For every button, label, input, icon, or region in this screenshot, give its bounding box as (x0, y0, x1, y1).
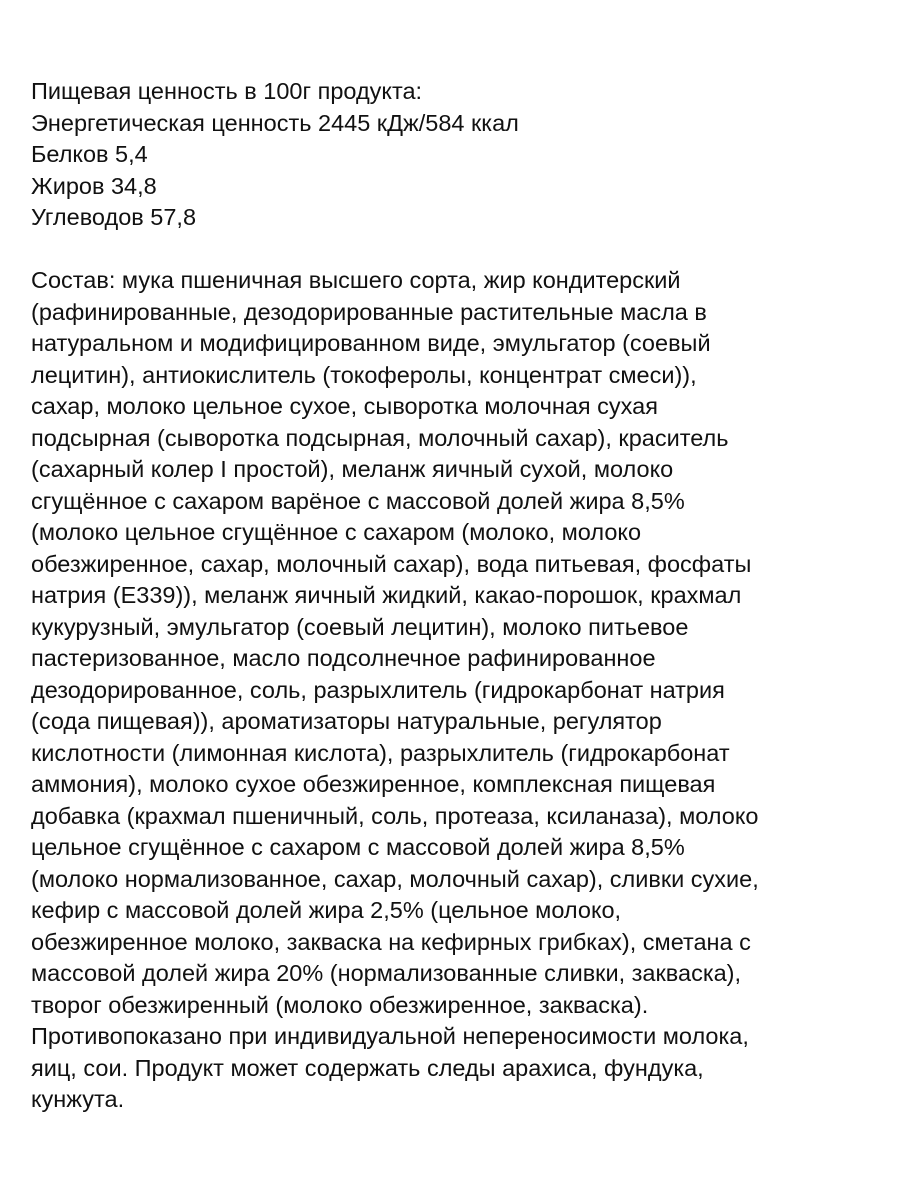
composition-line: Состав: мука пшеничная высшего сорта, жир кондитерский (31, 267, 681, 293)
composition-line: (сахарный колер I простой), меланж яичный сухой, молоко (31, 456, 674, 482)
fat-value: Жиров 34,8 (31, 172, 157, 199)
composition-line: (молоко цельное сгущённое с сахаром (молоко, молоко (31, 519, 642, 545)
composition-line: натрия (Е339)), меланж яичный жидкий, какао-порошок, крахмал (31, 582, 742, 608)
composition-text (31, 265, 881, 1116)
composition-line: кислотности (лимонная кислота), разрыхлитель (гидрокарбонат (31, 739, 730, 766)
nutrition-heading: Пищевая ценность в 100г продукта: (31, 78, 423, 104)
protein-value: Белков 5,4 (31, 141, 148, 167)
contraindication-line: кунжута. (31, 1086, 125, 1112)
carbohydrate-value: Углеводов 57,8 (31, 204, 197, 230)
composition-line: дезодорированное, соль, разрыхлитель (гидрокарбонат натрия (31, 676, 725, 703)
composition-line: сгущённое с сахаром варёное с массовой долей жира 8,5% (31, 487, 685, 514)
composition-line: (сода пищевая)), ароматизаторы натуральные, регулятор (31, 708, 662, 734)
composition-line: (рафинированные, дезодорированные растительные масла в (31, 298, 707, 325)
composition-line: обезжиренное молоко, закваска на кефирных грибках), сметана с (31, 928, 751, 955)
nutrition-facts (31, 76, 881, 234)
paragraph-gap (31, 234, 881, 266)
contraindication-line: яиц, сои. Продукт может содержать следы арахиса, фундука, (31, 1054, 704, 1081)
composition-line: кефир с массовой долей жира 2,5% (цельное молоко, (31, 897, 622, 923)
composition-line: творог обезжиренный (молоко обезжиренное, закваска). (31, 991, 649, 1018)
composition-line: (молоко нормализованное, сахар, молочный сахар), сливки сухие, (31, 865, 759, 892)
energy-value: Энергетическая ценность 2445 кДж/584 ккал (31, 109, 519, 136)
composition-line: массовой долей жира 20% (нормализованные сливки, закваска), (31, 960, 742, 986)
composition-line: подсырная (сыворотка подсырная, молочный сахар), краситель (31, 424, 729, 451)
composition-line: цельное сгущённое с сахаром с массовой долей жира 8,5% (31, 834, 685, 860)
composition-line: аммония), молоко сухое обезжиренное, комплексная пищевая (31, 771, 716, 797)
contraindication-line: Противопоказано при индивидуальной непереносимости молока, (31, 1023, 749, 1049)
composition-line: кукурузный, эмульгатор (соевый лецитин), молоко питьевое (31, 613, 689, 640)
composition-line: пастеризованное, масло подсолнечное рафинированное (31, 645, 656, 671)
label-document (31, 76, 881, 1116)
composition-line: добавка (крахмал пшеничный, соль, протеаза, ксиланаза), молоко (31, 802, 759, 829)
composition-line: сахар, молоко цельное сухое, сыворотка молочная сухая (31, 393, 658, 419)
composition-line: обезжиренное, сахар, молочный сахар), вода питьевая, фосфаты (31, 550, 752, 577)
composition-line: натуральном и модифицированном виде, эмульгатор (соевый (31, 330, 711, 356)
composition-line: лецитин), антиокислитель (токоферолы, концентрат смеси)), (31, 361, 697, 388)
